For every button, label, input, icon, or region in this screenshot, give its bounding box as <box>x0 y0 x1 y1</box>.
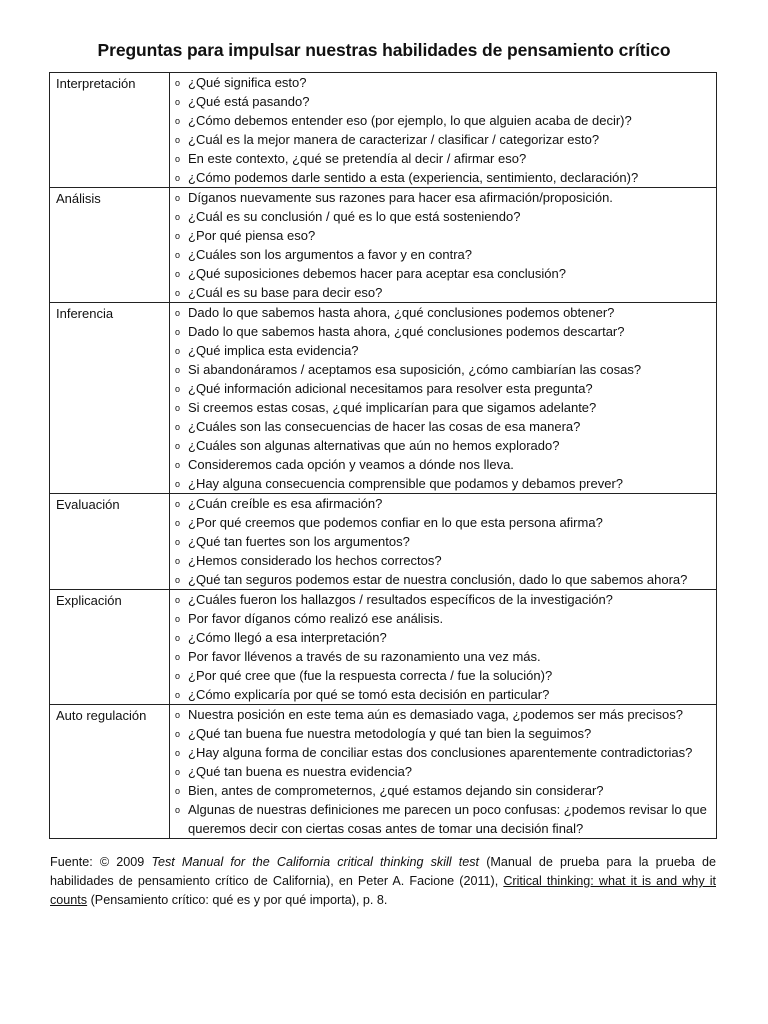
circle-bullet-icon: o <box>175 422 181 432</box>
circle-bullet-icon: o <box>175 614 181 624</box>
list-item <box>170 590 716 609</box>
question-text: ¿Cuál es la mejor manera de caracterizar / clasificar / categorizar esto? <box>188 132 600 147</box>
list-item <box>170 264 716 283</box>
question-text: ¿Cuáles fueron los hallazgos / resultados específicos de la investigación? <box>188 592 613 607</box>
questions-cell <box>170 590 717 705</box>
circle-bullet-icon: o <box>175 786 181 796</box>
questions-cell <box>170 188 717 303</box>
list-item <box>170 207 716 226</box>
question-text: ¿Qué implica esta evidencia? <box>188 343 359 358</box>
circle-bullet-icon: o <box>175 346 181 356</box>
question-text: ¿Qué información adicional necesitamos para resolver esta pregunta? <box>188 381 593 396</box>
question-text: ¿Qué tan fuertes son los argumentos? <box>188 534 410 549</box>
list-item <box>170 360 716 379</box>
category-label: Evaluación <box>56 497 120 512</box>
circle-bullet-icon: o <box>175 135 181 145</box>
category-cell <box>50 188 170 303</box>
table-row <box>50 73 717 188</box>
question-text: ¿Cuáles son los argumentos a favor y en contra? <box>188 247 472 262</box>
circle-bullet-icon: o <box>175 748 181 758</box>
list-item <box>170 551 716 570</box>
list-item <box>170 800 716 838</box>
question-text: ¿Cómo podemos darle sentido a esta (experiencia, sentimiento, declaración)? <box>188 170 639 185</box>
question-text: ¿Hay alguna consecuencia comprensible que podamos y debamos prever? <box>188 476 624 491</box>
question-text: ¿Por qué piensa eso? <box>188 228 316 243</box>
circle-bullet-icon: o <box>175 403 181 413</box>
list-item <box>170 303 716 322</box>
list-item <box>170 283 716 302</box>
question-text: Algunas de nuestras definiciones me parecen un poco confusas: ¿podemos revisar lo que queremos decir con ciertas cosas antes de tomar una decisión final? <box>188 802 707 836</box>
questions-cell <box>170 303 717 494</box>
list-item <box>170 73 716 92</box>
list-item <box>170 743 716 762</box>
circle-bullet-icon: o <box>175 652 181 662</box>
category-cell <box>50 73 170 188</box>
category-cell <box>50 303 170 494</box>
circle-bullet-icon: o <box>175 595 181 605</box>
list-item <box>170 92 716 111</box>
circle-bullet-icon: o <box>175 193 181 203</box>
question-text: Si creemos estas cosas, ¿qué implicarían para que sigamos adelante? <box>188 400 597 415</box>
circle-bullet-icon: o <box>175 365 181 375</box>
category-label: Interpretación <box>56 76 136 91</box>
circle-bullet-icon: o <box>175 173 181 183</box>
circle-bullet-icon: o <box>175 537 181 547</box>
list-item <box>170 398 716 417</box>
list-item <box>170 149 716 168</box>
circle-bullet-icon: o <box>175 384 181 394</box>
category-cell <box>50 494 170 590</box>
list-item <box>170 647 716 666</box>
category-label: Explicación <box>56 593 122 608</box>
question-text: ¿Hemos considerado los hechos correctos? <box>188 553 442 568</box>
circle-bullet-icon: o <box>175 116 181 126</box>
circle-bullet-icon: o <box>175 518 181 528</box>
circle-bullet-icon: o <box>175 441 181 451</box>
category-label: Inferencia <box>56 306 114 321</box>
question-text: ¿Qué tan seguros podemos estar de nuestra conclusión, dado lo que sabemos ahora? <box>188 572 688 587</box>
circle-bullet-icon: o <box>175 308 181 318</box>
list-item <box>170 322 716 341</box>
circle-bullet-icon: o <box>175 575 181 585</box>
questions-table <box>49 72 717 839</box>
source-manual-translation: (Manual de prueba para la prueba de habilidades de pensamiento crítico de California), en Peter A. Facione (2011), <box>50 855 717 888</box>
list-item <box>170 130 716 149</box>
question-text: Dado lo que sabemos hasta ahora, ¿qué conclusiones podemos descartar? <box>188 324 625 339</box>
list-item <box>170 245 716 264</box>
question-list <box>170 705 716 838</box>
category-cell <box>50 590 170 705</box>
list-item <box>170 781 716 800</box>
question-text: Por favor díganos cómo realizó ese análisis. <box>188 611 444 626</box>
circle-bullet-icon: o <box>175 479 181 489</box>
page-title: Preguntas para impulsar nuestras habilidades de pensamiento crítico <box>97 40 671 60</box>
list-item <box>170 570 716 589</box>
question-text: Díganos nuevamente sus razones para hacer esa afirmación/proposición. <box>188 190 613 205</box>
question-text: ¿Cuáles son las consecuencias de hacer las cosas de esa manera? <box>188 419 581 434</box>
list-item <box>170 341 716 360</box>
circle-bullet-icon: o <box>175 805 181 815</box>
circle-bullet-icon: o <box>175 212 181 222</box>
source-book-translation: (Pensamiento crítico: qué es y por qué importa), p. 8. <box>90 893 388 907</box>
list-item <box>170 609 716 628</box>
list-item <box>170 513 716 532</box>
source-citation <box>50 853 716 910</box>
question-text: ¿Qué está pasando? <box>188 94 310 109</box>
table-row <box>50 303 717 494</box>
circle-bullet-icon: o <box>175 556 181 566</box>
circle-bullet-icon: o <box>175 671 181 681</box>
question-text: ¿Cómo llegó a esa interpretación? <box>188 630 387 645</box>
list-item <box>170 226 716 245</box>
table-row <box>50 705 717 839</box>
list-item <box>170 494 716 513</box>
circle-bullet-icon: o <box>175 499 181 509</box>
list-item <box>170 168 716 187</box>
question-text: ¿Hay alguna forma de conciliar estas dos conclusiones aparentemente contradictorias? <box>188 745 693 760</box>
question-text: ¿Qué tan buena es nuestra evidencia? <box>188 764 413 779</box>
question-list <box>170 494 716 589</box>
question-text: ¿Qué significa esto? <box>188 75 307 90</box>
list-item <box>170 455 716 474</box>
question-list <box>170 73 716 187</box>
list-item <box>170 474 716 493</box>
circle-bullet-icon: o <box>175 767 181 777</box>
circle-bullet-icon: o <box>175 460 181 470</box>
circle-bullet-icon: o <box>175 97 181 107</box>
circle-bullet-icon: o <box>175 633 181 643</box>
circle-bullet-icon: o <box>175 269 181 279</box>
category-cell <box>50 705 170 839</box>
circle-bullet-icon: o <box>175 710 181 720</box>
question-list <box>170 303 716 493</box>
list-item <box>170 379 716 398</box>
table-row <box>50 590 717 705</box>
list-item <box>170 724 716 743</box>
question-text: ¿Por qué cree que (fue la respuesta correcta / fue la solución)? <box>188 668 553 683</box>
question-list <box>170 590 716 704</box>
circle-bullet-icon: o <box>175 231 181 241</box>
question-text: Si abandonáramos / aceptamos esa suposición, ¿cómo cambiarían las cosas? <box>188 362 642 377</box>
list-item <box>170 685 716 704</box>
source-manual-title: Test Manual for the California critical thinking skill test <box>151 855 480 869</box>
question-text: Por favor llévenos a través de su razonamiento una vez más. <box>188 649 541 664</box>
list-item <box>170 705 716 724</box>
question-text: ¿Cómo explicaría por qué se tomó esta decisión en particular? <box>188 687 550 702</box>
list-item <box>170 417 716 436</box>
circle-bullet-icon: o <box>175 78 181 88</box>
circle-bullet-icon: o <box>175 154 181 164</box>
circle-bullet-icon: o <box>175 729 181 739</box>
circle-bullet-icon: o <box>175 690 181 700</box>
list-item <box>170 188 716 207</box>
list-item <box>170 666 716 685</box>
questions-cell <box>170 73 717 188</box>
category-label: Auto regulación <box>56 708 147 723</box>
questions-cell <box>170 494 717 590</box>
question-text: Nuestra posición en este tema aún es demasiado vaga, ¿podemos ser más precisos? <box>188 707 683 722</box>
question-text: En este contexto, ¿qué se pretendía al decir / afirmar eso? <box>188 151 527 166</box>
list-item <box>170 762 716 781</box>
category-label: Análisis <box>56 191 101 206</box>
circle-bullet-icon: o <box>175 288 181 298</box>
list-item <box>170 532 716 551</box>
source-prefix: Fuente: © 2009 <box>50 855 145 869</box>
question-text: Bien, antes de comprometernos, ¿qué estamos dejando sin considerar? <box>188 783 604 798</box>
question-text: ¿Qué suposiciones debemos hacer para aceptar esa conclusión? <box>188 266 566 281</box>
table-row <box>50 188 717 303</box>
question-text: ¿Por qué creemos que podemos confiar en lo que esta persona afirma? <box>188 515 603 530</box>
question-text: ¿Cómo debemos entender eso (por ejemplo, lo que alguien acaba de decir)? <box>188 113 632 128</box>
table-row <box>50 494 717 590</box>
list-item <box>170 628 716 647</box>
question-list <box>170 188 716 302</box>
question-text: ¿Cuán creíble es esa afirmación? <box>188 496 383 511</box>
list-item <box>170 436 716 455</box>
source-book-title: Critical thinking: what it is and why it counts <box>50 874 716 907</box>
question-text: Dado lo que sabemos hasta ahora, ¿qué conclusiones podemos obtener? <box>188 305 615 320</box>
circle-bullet-icon: o <box>175 327 181 337</box>
question-text: ¿Cuál es su base para decir eso? <box>188 285 383 300</box>
circle-bullet-icon: o <box>175 250 181 260</box>
list-item <box>170 111 716 130</box>
questions-cell <box>170 705 717 839</box>
question-text: ¿Qué tan buena fue nuestra metodología y qué tan bien la seguimos? <box>188 726 592 741</box>
question-text: ¿Cuáles son algunas alternativas que aún no hemos explorado? <box>188 438 560 453</box>
question-text: Consideremos cada opción y veamos a dónde nos lleva. <box>188 457 514 472</box>
question-text: ¿Cuál es su conclusión / qué es lo que está sosteniendo? <box>188 209 521 224</box>
